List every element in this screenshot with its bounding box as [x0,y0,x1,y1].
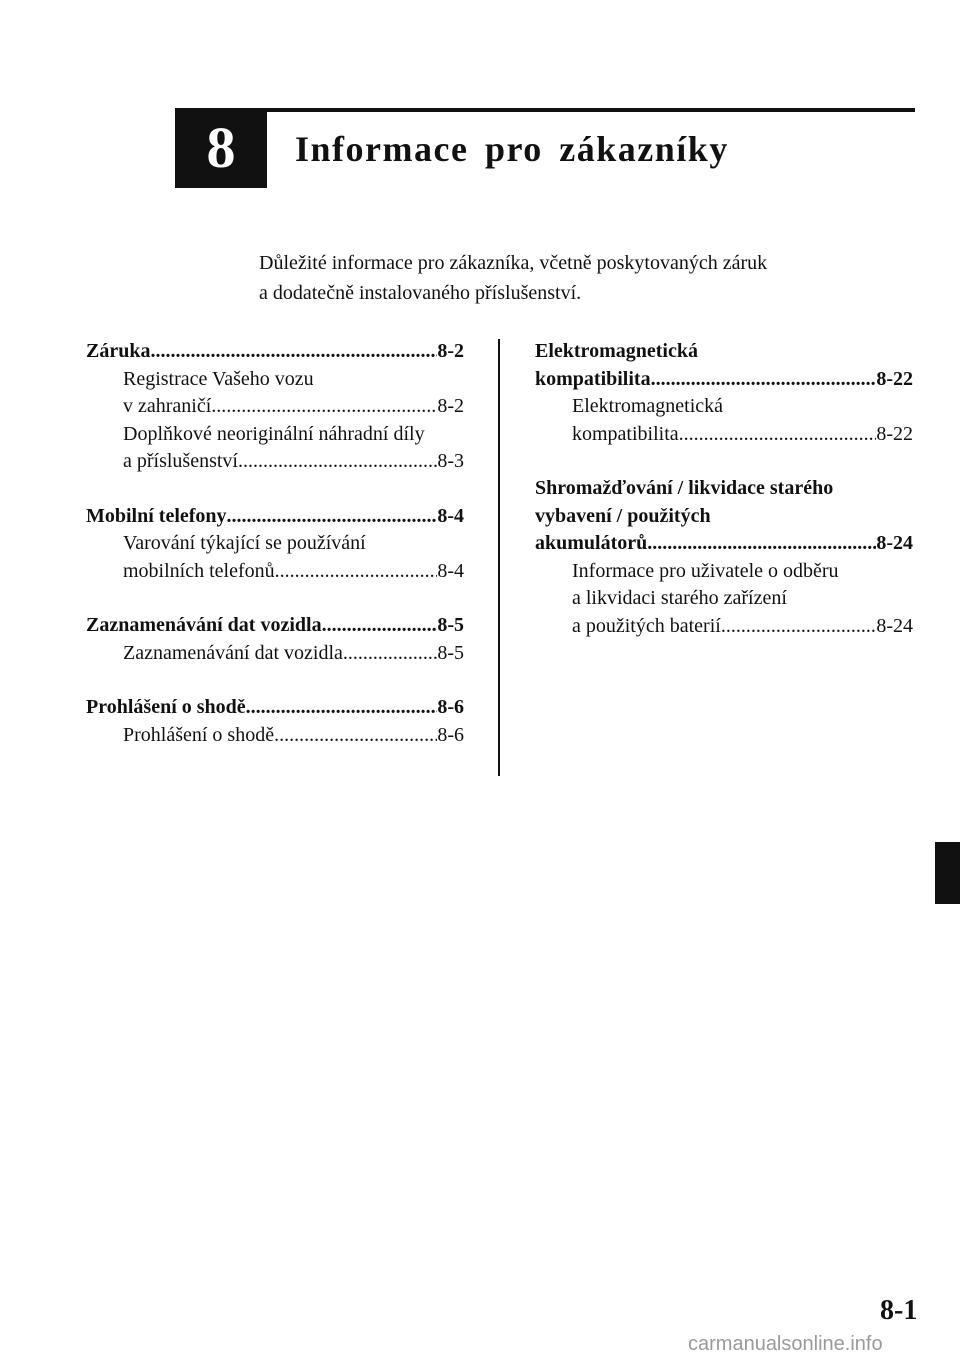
toc-heading-line[interactable] [535,338,913,366]
toc-section [535,475,913,640]
toc-page-ref: 8-6 [437,723,464,746]
toc-entry-text: kompatibilita [572,422,679,445]
toc-entry-line[interactable] [86,448,464,476]
toc-section [86,612,464,667]
dot-leader [150,338,437,366]
toc-section [86,338,464,476]
toc-entry-line[interactable] [535,558,913,586]
toc-page-ref: 8-22 [876,422,913,445]
toc-entry-text: a příslušenství [123,450,238,472]
toc-section [86,694,464,749]
dot-leader [246,694,438,722]
toc-entry-text: akumulátorů [535,532,648,554]
toc-entry-text: Registrace Vašeho vozu [123,367,314,390]
dot-leader [274,722,437,750]
toc-entry-text: Elektromagnetická [535,340,698,362]
toc-entry-text: Shromažďování / likvidace starého [535,477,834,499]
toc-entry-text: Informace pro uživatele o odběru [572,559,839,582]
toc-page-ref: 8-24 [876,532,913,554]
toc-page-ref: 8-5 [437,641,464,664]
toc-heading-line[interactable] [86,503,464,531]
dot-leader [211,393,437,421]
intro-text [259,248,767,308]
toc-entry-text: vybavení / použitých [535,504,711,527]
chapter-title: Informace pro zákazníky [295,129,729,169]
toc-entry-text: kompatibilita [535,367,651,390]
toc-entry-text: Mobilní telefony [86,504,227,527]
dot-leader [238,448,437,476]
toc-entry-line[interactable] [86,640,464,668]
chapter-side-tab [935,842,960,904]
watermark: carmanualsonline.info [688,1333,883,1355]
toc-entry-text: Prohlášení o shodě [86,696,246,718]
toc-entry-text: v zahraničí [123,395,212,417]
toc-entry-line[interactable] [86,366,464,394]
toc-entry-line[interactable] [535,421,913,449]
toc-entry-line[interactable] [86,558,464,586]
toc-page-ref: 8-5 [437,614,464,636]
toc-section [86,503,464,586]
toc-entry-line[interactable] [86,722,464,750]
toc-entry-text: Prohlášení o shodě [123,723,275,746]
toc-entry-line[interactable] [86,421,464,449]
toc-heading-line[interactable] [535,530,913,558]
intro-line: Důležité informace pro zákazníka, včetně poskytovaných záruk [259,252,768,274]
toc-entry-text: Zaznamenávání dat vozidla [123,641,343,664]
toc-left-column [86,338,464,776]
toc-entry-line[interactable] [86,530,464,558]
toc-page-ref: 8-4 [437,504,464,527]
toc-entry-text: Doplňkové neoriginální náhradní díly [123,422,425,445]
dot-leader [227,503,438,531]
toc-heading-line[interactable] [86,694,464,722]
toc-entry-text: Elektromagnetická [572,395,724,417]
toc-page-ref: 8-4 [437,559,464,582]
toc-heading-line[interactable] [535,475,913,503]
toc-page-ref: 8-2 [437,340,464,362]
toc-page-ref: 8-6 [437,696,464,718]
chapter-number: 8 [206,115,236,180]
toc-page-ref: 8-22 [876,367,913,390]
header-rule [175,108,915,112]
dot-leader [322,612,438,640]
chapter-number-box [175,108,267,188]
toc-heading-line[interactable] [535,366,913,394]
toc-section [535,338,913,448]
toc-page-ref: 8-24 [876,614,913,637]
toc-entry-line[interactable] [86,393,464,421]
dot-leader [275,558,438,586]
toc-page-ref: 8-2 [437,395,464,417]
dot-leader [679,421,877,449]
toc-entry-text: mobilních telefonů [123,559,275,582]
dot-leader [343,640,437,668]
page-number: 8-1 [880,1295,918,1326]
column-divider [498,339,500,776]
toc-heading-line[interactable] [86,338,464,366]
toc-entry-text: Záruka [86,340,151,362]
toc-entry-line[interactable] [535,585,913,613]
dot-leader [651,366,877,394]
dot-leader [721,613,877,641]
intro-line: a dodatečně instalovaného příslušenství. [259,282,582,304]
toc-heading-line[interactable] [535,503,913,531]
toc-entry-text: a použitých baterií [572,614,721,637]
toc-heading-line[interactable] [86,612,464,640]
toc-page-ref: 8-3 [437,450,464,472]
toc-right-column [535,338,913,667]
toc-entry-text: Zaznamenávání dat vozidla [86,614,322,636]
toc-entry-line[interactable] [535,393,913,421]
toc-entry-text: a likvidaci starého zařízení [572,587,787,609]
dot-leader [647,530,876,558]
toc-entry-line[interactable] [535,613,913,641]
toc-entry-text: Varování týkající se používání [123,532,366,554]
